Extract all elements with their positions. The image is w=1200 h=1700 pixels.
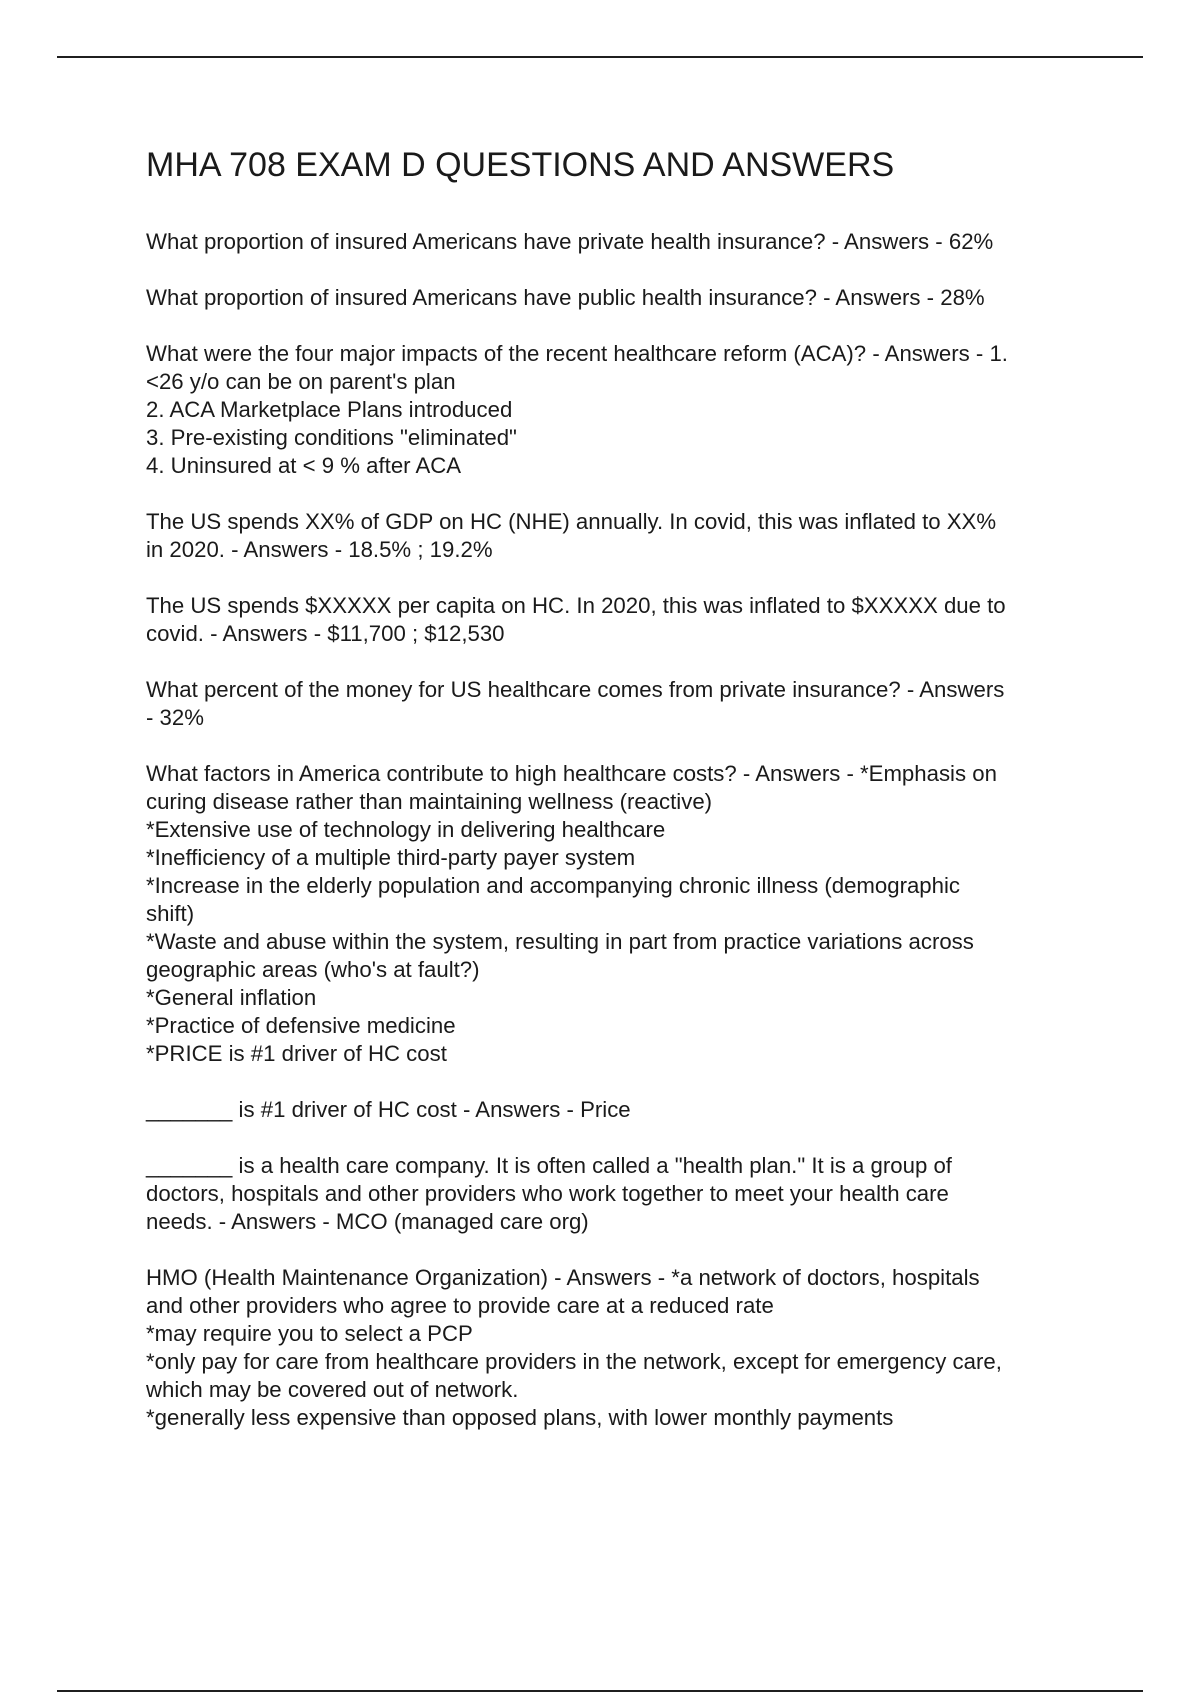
qa-list	[146, 228, 1096, 1432]
qa-item	[146, 340, 1096, 480]
qa-item	[146, 676, 1096, 732]
qa-line: What percent of the money for US healthcare comes from private insurance? - Answers	[146, 677, 1005, 702]
qa-line: shift)	[146, 901, 195, 926]
qa-line: - 32%	[146, 705, 204, 730]
qa-line: doctors, hospitals and other providers who work together to meet your health care	[146, 1181, 949, 1206]
top-rule	[57, 56, 1143, 58]
qa-line: *Practice of defensive medicine	[146, 1013, 456, 1038]
qa-item	[146, 284, 1096, 312]
qa-item	[146, 508, 1096, 564]
qa-line: What proportion of insured Americans have private health insurance? - Answers - 62%	[146, 229, 994, 254]
bottom-rule	[57, 1690, 1143, 1692]
qa-line: *Increase in the elderly population and accompanying chronic illness (demographic	[146, 873, 961, 898]
qa-line: which may be covered out of network.	[146, 1377, 519, 1402]
qa-line: The US spends $XXXXX per capita on HC. In 2020, this was inflated to $XXXXX due to	[146, 593, 1006, 618]
qa-line: 2. ACA Marketplace Plans introduced	[146, 397, 513, 422]
qa-line: 3. Pre-existing conditions "eliminated"	[146, 425, 517, 450]
qa-line: _______ is #1 driver of HC cost - Answers - Price	[146, 1097, 631, 1122]
qa-item	[146, 1152, 1096, 1236]
qa-item	[146, 1264, 1096, 1432]
qa-line: covid. - Answers - $11,700 ; $12,530	[146, 621, 505, 646]
qa-line: 4. Uninsured at < 9 % after ACA	[146, 453, 462, 478]
qa-line: curing disease rather than maintaining wellness (reactive)	[146, 789, 713, 814]
qa-item	[146, 228, 1096, 256]
document-body	[146, 140, 1096, 1460]
qa-line: in 2020. - Answers - 18.5% ; 19.2%	[146, 537, 493, 562]
qa-line: _______ is a health care company. It is often called a "health plan." It is a group of	[146, 1153, 952, 1178]
qa-line: What were the four major impacts of the recent healthcare reform (ACA)? - Answers - 1.	[146, 341, 1008, 366]
qa-line: *only pay for care from healthcare providers in the network, except for emergency care,	[146, 1349, 1002, 1374]
qa-line: and other providers who agree to provide care at a reduced rate	[146, 1293, 774, 1318]
qa-line: needs. - Answers - MCO (managed care org)	[146, 1209, 589, 1234]
qa-line: What proportion of insured Americans have public health insurance? - Answers - 28%	[146, 285, 985, 310]
qa-item	[146, 760, 1096, 1068]
qa-line: *Inefficiency of a multiple third-party payer system	[146, 845, 636, 870]
qa-line: *Waste and abuse within the system, resulting in part from practice variations across	[146, 929, 974, 954]
qa-item	[146, 592, 1096, 648]
qa-line: *generally less expensive than opposed plans, with lower monthly payments	[146, 1405, 894, 1430]
qa-line: The US spends XX% of GDP on HC (NHE) annually. In covid, this was inflated to XX%	[146, 509, 997, 534]
qa-line: *may require you to select a PCP	[146, 1321, 473, 1346]
qa-line: HMO (Health Maintenance Organization) - Answers - *a network of doctors, hospitals	[146, 1265, 980, 1290]
qa-line: *General inflation	[146, 985, 317, 1010]
qa-line: *Extensive use of technology in delivering healthcare	[146, 817, 666, 842]
qa-line: <26 y/o can be on parent's plan	[146, 369, 456, 394]
qa-item	[146, 1096, 1096, 1124]
qa-line: geographic areas (who's at fault?)	[146, 957, 480, 982]
qa-line: *PRICE is #1 driver of HC cost	[146, 1041, 447, 1066]
page-title: MHA 708 EXAM D QUESTIONS AND ANSWERS	[146, 146, 895, 184]
qa-line: What factors in America contribute to high healthcare costs? - Answers - *Emphasis on	[146, 761, 997, 786]
